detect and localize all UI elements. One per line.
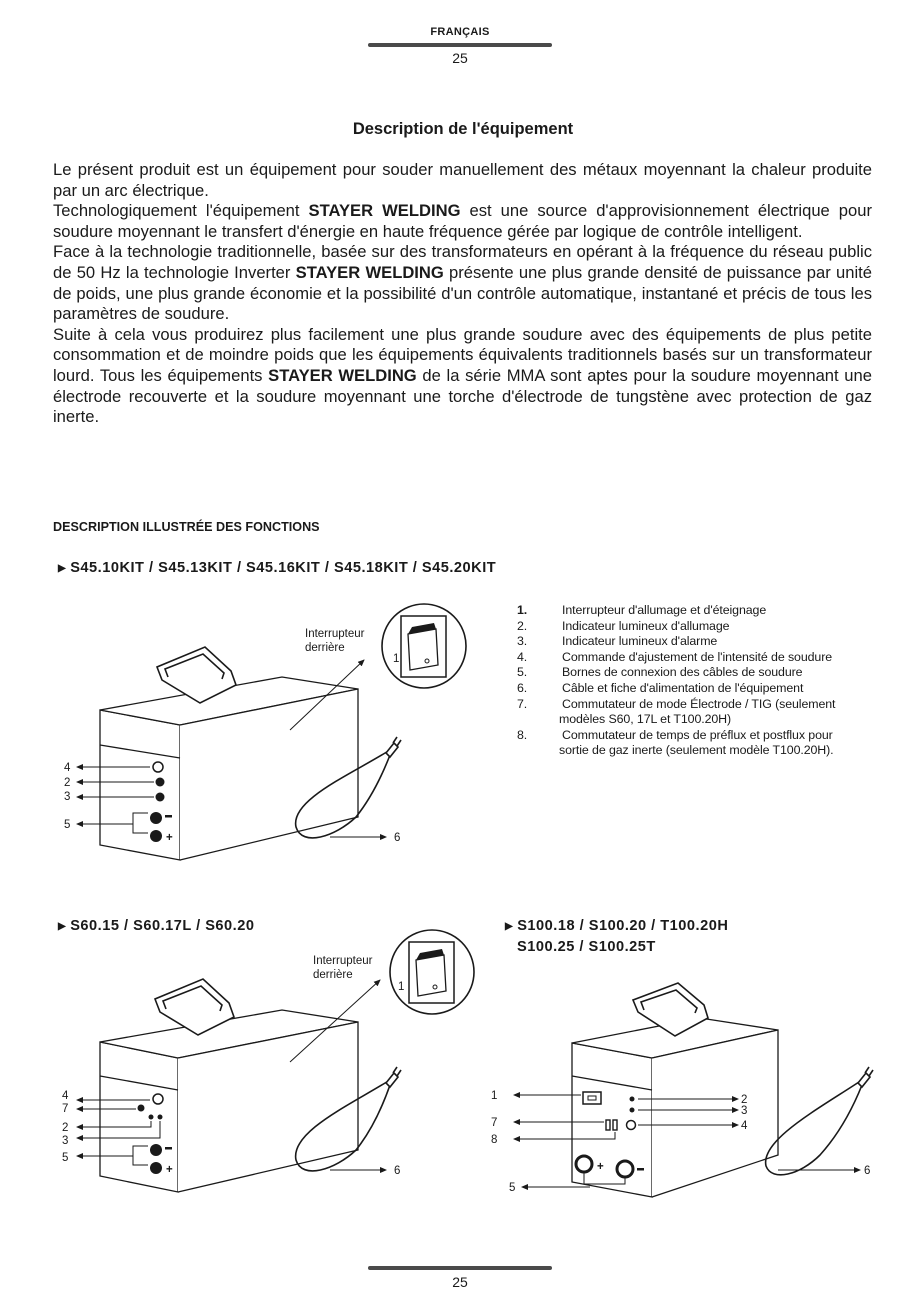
legend-item: 7. Commutateur de mode Électrode / TIG (seulement modèles S60, 17L et T100.20H)	[517, 696, 836, 727]
triangle-bullet-icon: ▶	[58, 563, 67, 574]
callout-2: 2	[741, 1094, 748, 1106]
paragraph-1: Le présent produit est un équipement pour souder manuellement des métaux moyennant la chaleur produite par un arc électrique.	[53, 160, 872, 200]
triangle-bullet-icon: ▶	[505, 921, 514, 932]
callout-2: 2	[62, 1122, 69, 1134]
callout-4: 4	[741, 1120, 748, 1132]
callout-7: 7	[62, 1103, 69, 1115]
callout-4: 4	[62, 1090, 69, 1102]
legend-item: 4. Commande d'ajustement de l'intensité de soudure	[517, 649, 833, 664]
callout-5: 5	[64, 819, 71, 831]
brand-name: STAYER WELDING	[295, 262, 444, 282]
page-number-top: 25	[452, 50, 468, 66]
figure-s45-machine	[0, 585, 520, 870]
callout-3: 3	[741, 1105, 748, 1117]
callout-3: 3	[62, 1135, 69, 1147]
callout-2: 2	[64, 777, 71, 789]
brand-name: STAYER WELDING	[268, 365, 417, 385]
callout-1: 1	[393, 653, 400, 665]
switch-detail	[382, 604, 466, 688]
triangle-bullet-icon: ▶	[58, 921, 67, 932]
svg-text:+: +	[597, 1161, 604, 1173]
legend-item: 3. Indicateur lumineux d'alarme	[517, 634, 718, 649]
callout-1: 1	[491, 1090, 498, 1102]
switch-detail	[390, 930, 474, 1014]
callout-6: 6	[394, 832, 401, 844]
callout-6: 6	[394, 1165, 401, 1177]
footer-rule	[368, 1266, 552, 1270]
language-header: FRANÇAIS	[430, 26, 490, 38]
legend-item: 6. Câble et fiche d'alimentation de l'équipement	[517, 680, 804, 695]
body-text	[53, 160, 872, 428]
model-group-1: ▶ S45.10KIT / S45.13KIT / S45.16KIT / S45.18KIT / S45.20KIT	[58, 560, 497, 576]
callout-4: 4	[64, 762, 71, 774]
svg-text:+: +	[166, 1164, 173, 1176]
callout-6: 6	[864, 1165, 871, 1177]
label-switch-back: derrière	[305, 642, 345, 654]
model-group-3-line-2: S100.25 / S100.25T	[517, 939, 656, 955]
callout-1: 1	[398, 981, 405, 993]
figure-s100-machine	[480, 980, 900, 1200]
svg-text:+: +	[166, 832, 173, 844]
header-rule	[368, 43, 552, 47]
paragraph-3: Face à la technologie traditionnelle, basée sur des transformateurs en opérant à la fréquence du réseau public de 50 Hz la technologie Inverter STAYER WELDING présente une plus grande densité de puissance par unité de poids, une plus grande économie et la possibilité d'un contrôle automatique, instantané et précis de tous les paramètres de soudure.	[53, 242, 872, 324]
function-legend	[517, 603, 877, 759]
legend-item: 2. Indicateur lumineux d'allumage	[517, 618, 730, 633]
callout-3: 3	[64, 791, 71, 803]
paragraph-4: Suite à cela vous produirez plus facilement une plus grande soudure avec des équipements de plus petite consommation et de moindre poids que les équipements équivalents traditionnels basés sur un transformateur lourd. Tous les équipements STAYER WELDING de la série MMA sont aptes pour la soudure moyennant une électrode recouverte et la soudure moyennant une torche d'électrode de tungstène avec protection de gaz inerte.	[53, 324, 872, 427]
label-switch-back: derrière	[313, 969, 353, 981]
page-number-bottom: 25	[452, 1274, 468, 1290]
model-group-3: ▶ S100.18 / S100.20 / T100.20H	[505, 918, 729, 934]
power-cable	[766, 1067, 873, 1175]
model-group-2: ▶ S60.15 / S60.17L / S60.20	[58, 918, 255, 934]
page-title: Description de l'équipement	[352, 120, 574, 138]
section-title: DESCRIPTION ILLUSTRÉE DES FONCTIONS	[53, 520, 320, 534]
label-switch-back: Interrupteur	[313, 955, 373, 967]
callout-5: 5	[509, 1182, 516, 1194]
callout-8: 8	[491, 1134, 498, 1146]
paragraph-2: Technologiquement l'équipement STAYER WELDING est une source d'approvisionnement électrique pour soudure moyennant le transfert d'énergie en haute fréquence gérée par logique de contrôle intelligent.	[53, 201, 873, 241]
legend-item: 5. Bornes de connexion des câbles de soudure	[517, 665, 803, 680]
brand-name: STAYER WELDING	[308, 201, 461, 221]
legend-item: 1. Interrupteur d'allumage et d'éteignage	[517, 603, 767, 617]
callout-7: 7	[491, 1117, 498, 1129]
figure-s60-machine	[0, 920, 500, 1180]
callout-5: 5	[62, 1152, 69, 1164]
label-switch-back: Interrupteur	[305, 628, 365, 640]
legend-item: 8. Commutateur de temps de préflux et postflux pour sortie de gaz inerte (seulement modèle T100.20H).	[517, 727, 834, 758]
